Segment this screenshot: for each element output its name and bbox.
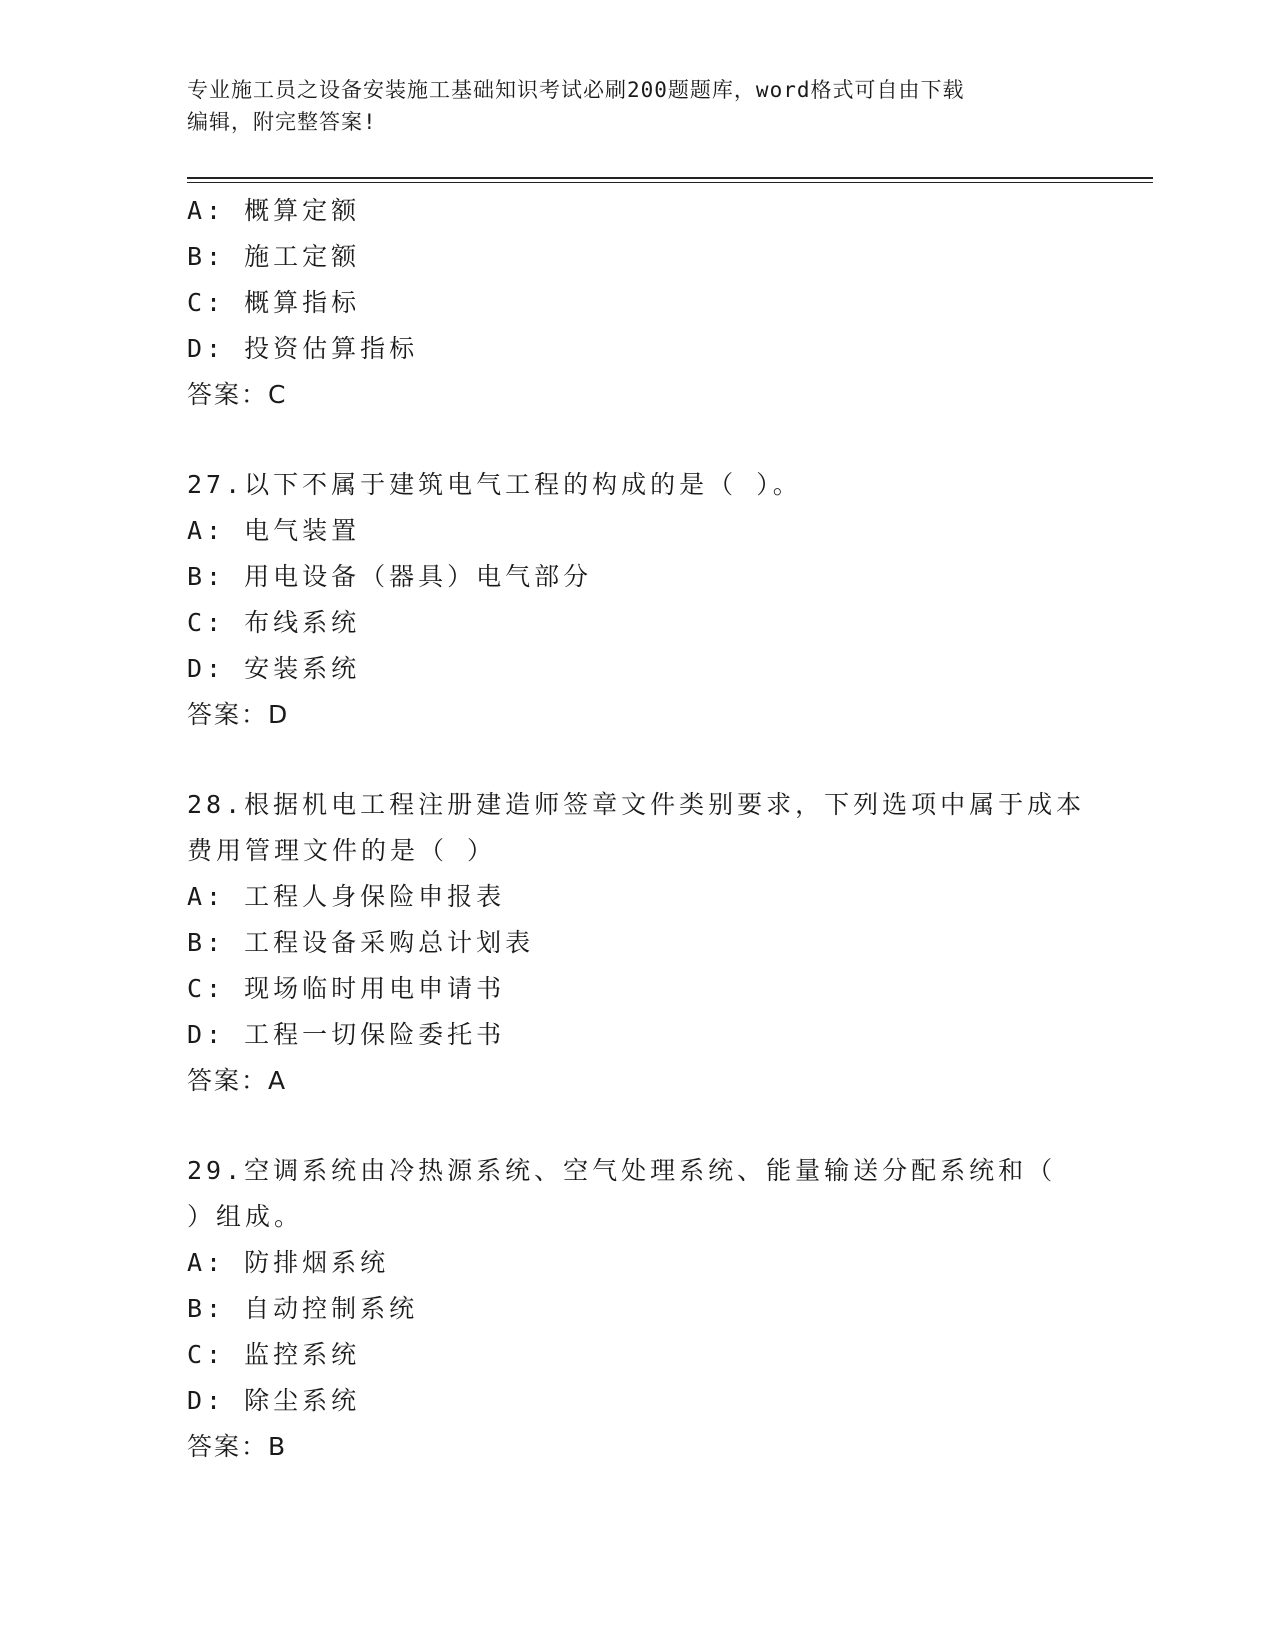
answer-line: 答案：B: [187, 1432, 288, 1461]
document-header: [187, 74, 1087, 138]
option-c: C: 概算指标: [187, 288, 361, 317]
option-a: A: 防排烟系统: [187, 1248, 390, 1277]
option-d: D: 除尘系统: [187, 1386, 361, 1415]
option-b: B: 工程设备采购总计划表: [187, 928, 535, 957]
header-divider-thin: [187, 182, 1153, 183]
option-c: C: 监控系统: [187, 1340, 361, 1369]
question-stem-continued: ）组成。: [187, 1202, 304, 1231]
question-stem: 28.根据机电工程注册建造师签章文件类别要求，下列选项中属于成本: [187, 790, 1086, 819]
question-stem: 27.以下不属于建筑电气工程的构成的是（ ）。: [187, 470, 802, 499]
question-stem: 29.空调系统由冷热源系统、空气处理系统、能量输送分配系统和（: [187, 1156, 1057, 1185]
answer-line: 答案：D: [187, 700, 290, 729]
question-list: [187, 188, 1087, 1470]
question-26: [187, 188, 1087, 418]
question-28: [187, 782, 1087, 1104]
question-27: [187, 462, 1087, 738]
option-d: D: 安装系统: [187, 654, 361, 683]
option-c: C: 布线系统: [187, 608, 361, 637]
answer-line: 答案：C: [187, 380, 288, 409]
option-b: B: 自动控制系统: [187, 1294, 419, 1323]
header-divider-thick: [187, 177, 1153, 179]
option-a: A: 工程人身保险申报表: [187, 882, 506, 911]
option-b: B: 用电设备（器具）电气部分: [187, 562, 593, 591]
option-c: C: 现场临时用电申请书: [187, 974, 506, 1003]
answer-line: 答案：A: [187, 1066, 288, 1095]
question-29: [187, 1148, 1087, 1470]
option-b: B: 施工定额: [187, 242, 361, 271]
option-a: A: 概算定额: [187, 196, 361, 225]
option-d: D: 工程一切保险委托书: [187, 1020, 506, 1049]
option-d: D: 投资估算指标: [187, 334, 419, 363]
option-a: A: 电气装置: [187, 516, 361, 545]
header-line-2: 编辑，附完整答案!: [187, 110, 377, 134]
header-line-1: 专业施工员之设备安装施工基础知识考试必刷200题题库，word格式可自由下载: [187, 78, 965, 102]
question-stem-continued: 费用管理文件的是（ ）: [187, 836, 497, 865]
